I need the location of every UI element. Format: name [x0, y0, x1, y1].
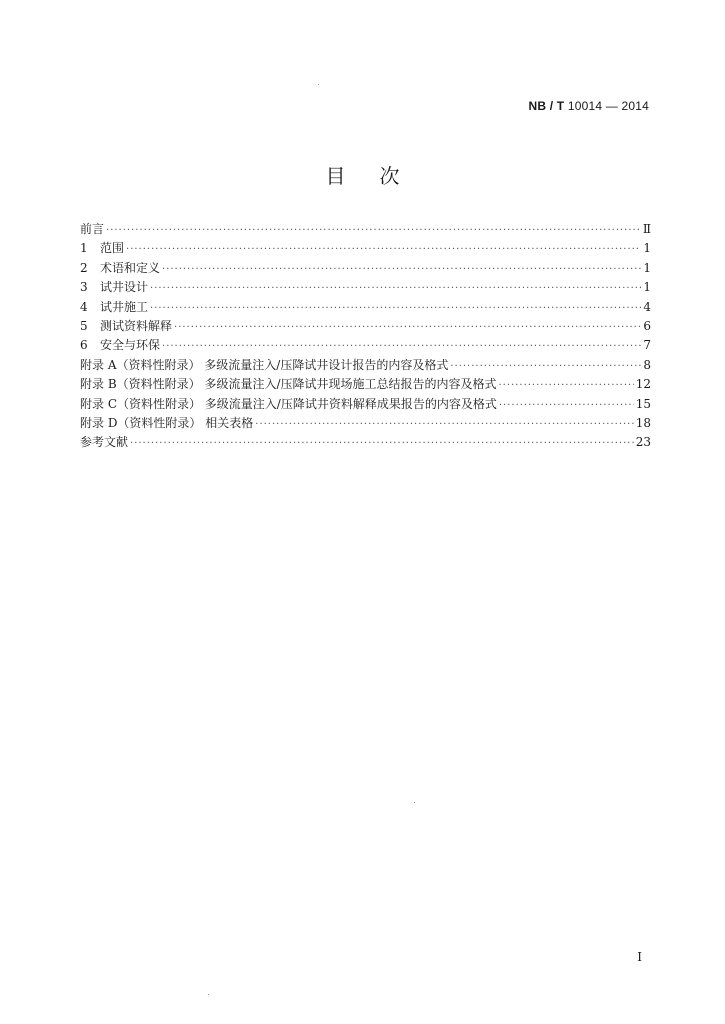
toc-leader-dots [450, 357, 641, 376]
standard-code-number: 10014 — 2014 [564, 99, 649, 113]
toc-entry-page: 15 [635, 396, 651, 411]
toc-leader-dots [162, 260, 641, 279]
toc-entry-page: 1 [643, 260, 651, 275]
scan-speck [208, 994, 209, 995]
toc-entry[interactable] [80, 433, 651, 452]
toc-entry-page: 1 [643, 241, 651, 256]
scan-speck [318, 84, 319, 85]
toc-entry-label: 附录 A（资料性附录） 多级流量注入/压降试井设计报告的内容及格式 [80, 357, 449, 372]
toc-entry-label: 前言 [80, 222, 105, 236]
toc-entry[interactable] [80, 298, 651, 317]
toc-entry-label: 附录 D（资料性附录） 相关表格 [80, 415, 254, 430]
toc-leader-dots [499, 376, 634, 395]
scan-speck [414, 802, 415, 803]
table-of-contents [80, 220, 651, 453]
toc-leader-dots [126, 240, 641, 259]
toc-entry[interactable] [80, 336, 651, 355]
toc-entry-label: 试井设计 [100, 280, 149, 295]
toc-entry-label: 术语和定义 [100, 260, 161, 275]
toc-entry-label: 附录 C（资料性附录） 多级流量注入/压降试井资料解释成果报告的内容及格式 [80, 396, 497, 411]
toc-entry-number: 1 [80, 241, 88, 256]
toc-entry-label: 试井施工 [100, 299, 149, 314]
toc-entry-label: 安全与环保 [100, 338, 161, 353]
toc-entry-page: 8 [643, 357, 651, 372]
toc-entry-page: 6 [643, 318, 651, 333]
toc-entry[interactable] [80, 220, 651, 239]
toc-leader-dots [255, 415, 633, 434]
toc-entry[interactable] [80, 317, 651, 336]
toc-entry-number: 3 [80, 280, 88, 295]
toc-entry-page: 12 [635, 377, 651, 392]
toc-entry-number: 2 [80, 260, 88, 275]
toc-entry-page: 1 [643, 280, 651, 295]
toc-entry-page: 23 [635, 435, 651, 450]
toc-entry[interactable] [80, 414, 651, 433]
toc-entry[interactable] [80, 356, 651, 375]
toc-entry-number: 6 [80, 338, 88, 353]
toc-leader-dots [162, 337, 641, 356]
toc-entry[interactable] [80, 259, 651, 278]
standard-code-prefix: NB / T [528, 99, 565, 113]
toc-entry-label: 附录 B（资料性附录） 多级流量注入/压降试井现场施工总结报告的内容及格式 [80, 377, 497, 392]
toc-leader-dots [130, 434, 634, 453]
toc-leader-dots [150, 299, 641, 318]
toc-entry-page: 4 [643, 299, 651, 314]
toc-entry[interactable] [80, 375, 651, 394]
toc-entry[interactable] [80, 278, 651, 297]
toc-entry-page: 7 [643, 338, 651, 353]
toc-leader-dots [499, 396, 634, 415]
toc-entry-page: Ⅱ [642, 222, 651, 236]
toc-leader-dots [174, 318, 641, 337]
toc-leader-dots [150, 279, 641, 298]
toc-entry-number: 5 [80, 318, 88, 333]
toc-entry-label: 参考文献 [80, 435, 129, 450]
toc-entry-page: 18 [635, 415, 651, 430]
toc-entry[interactable] [80, 395, 651, 414]
toc-entry-label: 测试资料解释 [100, 318, 173, 333]
toc-entry[interactable] [80, 239, 651, 258]
page-number: I [637, 950, 642, 964]
toc-entry-number: 4 [80, 299, 88, 314]
toc-leader-dots [106, 221, 641, 240]
toc-entry-label: 范围 [100, 241, 125, 256]
page-title: 目次 [325, 164, 434, 188]
standard-code [528, 99, 649, 113]
